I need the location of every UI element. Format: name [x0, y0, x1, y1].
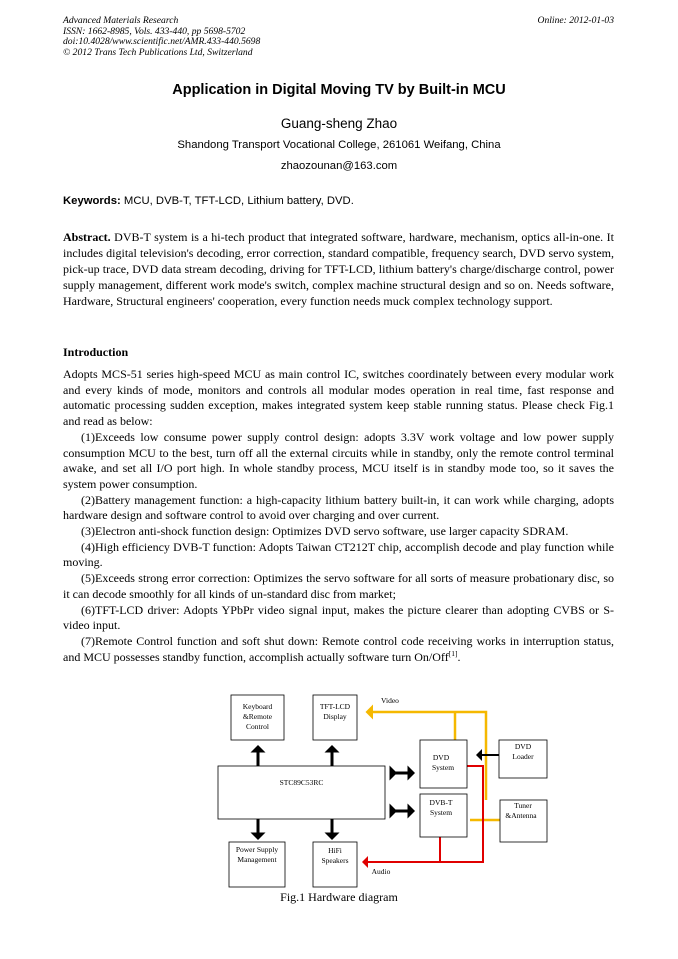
- introduction-body: [63, 367, 614, 665]
- video-label: Video: [381, 696, 399, 705]
- issn-line: ISSN: 1662-8985, Vols. 433-440, pp 5698-5702: [63, 25, 246, 37]
- dvd-loader-label-1: DVD: [514, 742, 532, 751]
- power-label-2: Management: [237, 855, 277, 864]
- abstract-label: Abstract.: [63, 230, 111, 244]
- tuner-label-2: &Antenna: [505, 811, 537, 820]
- mcu-label: STC89C53RC: [279, 778, 324, 787]
- tft-label-1: TFT-LCD: [319, 702, 351, 711]
- keyboard-label-1: Keyboard: [242, 702, 273, 711]
- tft-label-2: Display: [323, 712, 347, 721]
- dvd-loader-label-2: Loader: [512, 752, 534, 761]
- feature-paragraph-4: (4)High efficiency DVB-T function: Adopts Taiwan CT212T chip, accomplish decode and play function while moving.: [63, 539, 614, 570]
- mcu-block: [218, 766, 385, 819]
- keywords-text: MCU, DVB-T, TFT-LCD, Lithium battery, DVD.: [123, 195, 354, 207]
- figure-caption: Fig.1 Hardware diagram: [280, 890, 398, 904]
- journal-header: [63, 16, 614, 58]
- feature-paragraph-7-text: (7)Remote Control function and soft shut down: Remote control code receiving works in interruption status, and MCU possesses standby function, accomplish actually software turn On/Off: [63, 633, 614, 664]
- keywords-label: Keywords:: [63, 195, 121, 207]
- audio-label: Audio: [371, 867, 391, 876]
- abstract-text: DVB-T system is a hi-tech product that integrated software, hardware, mechanism, optics all-in-one. It includes digital television's decoding, error correction, standard compatible, frequency search, DVD servo system, pick-up trace, DVD data stream decoding, driving for TFT-LCD, lithium battery's charge/discharge control, power supply management, different work mode's switch, complex machine structural design and so on. Needs software, Hardware, Structural engineers' cooperation, every function needs muck complex technology support.: [63, 230, 615, 309]
- hifi-label-1: HiFi: [328, 846, 342, 855]
- feature-paragraph-7: [63, 634, 614, 665]
- citation-ref[interactable]: [1]: [448, 648, 458, 658]
- dvd-system-label-2: System: [431, 763, 455, 772]
- feature-paragraph-5: (5)Exceeds strong error correction: Optimizes the servo software for all sorts of measure probationary disc, so it can decode smoothly for all kinds of un-standard disc from market;: [63, 571, 614, 601]
- author-name: Guang-sheng Zhao: [280, 116, 398, 131]
- hifi-label-2: Speakers: [321, 856, 349, 865]
- paper-title: Application in Digital Moving TV by Built-in MCU: [172, 82, 506, 98]
- journal-name: Advanced Materials Research: [63, 15, 179, 26]
- feature-paragraph-7-end: .: [457, 649, 461, 664]
- online-date: Online: 2012-01-03: [537, 15, 614, 26]
- keyboard-label-2: &Remote: [242, 712, 273, 721]
- dvbt-label-1: DVB-T: [429, 798, 453, 807]
- copyright-line: © 2012 Trans Tech Publications Ltd, Switzerland: [63, 46, 253, 58]
- keyboard-label-3: Control: [246, 722, 269, 731]
- abstract: [63, 229, 614, 309]
- dvbt-label-2: System: [429, 808, 453, 817]
- author-email[interactable]: zhaozounan@163.com: [280, 160, 398, 172]
- hardware-diagram: [0, 690, 678, 890]
- feature-paragraph-1: (1)Exceeds low consume power supply control design: adopts 3.3V work voltage and low power supply consumption MCU to the best, turn off all the external circuits while in standby, only the remote control terminal awake, and set all I/O port high. In whole standby process, MCU itself is in standby mode too, so it saves the system power consumption.: [63, 429, 614, 491]
- feature-paragraph-3: (3)Electron anti-shock function design: Optimizes DVD servo software, use larger capacity SDRAM.: [81, 524, 569, 539]
- feature-paragraph-6: (6)TFT-LCD driver: Adopts YPbPr video signal input, makes the picture clearer than adopting CVBS or S-video input.: [63, 602, 614, 633]
- tuner-label-1: Tuner: [514, 801, 532, 810]
- section-heading-introduction: Introduction: [63, 345, 129, 359]
- intro-paragraph: Adopts MCS-51 series high-speed MCU as main control IC, switches coordinately between every modular work and every kinds of mode, monitors and controls all modular modes operation in real time, fast response and automatic processing sudden exception, makes integrated system keep stable running status. Please check Fig.1 and read as below:: [63, 367, 614, 429]
- feature-paragraph-2: (2)Battery management function: a high-capacity lithium battery built-in, it can work while charging, adopts hardware design and software control to avoid over charging and over current.: [63, 492, 614, 523]
- power-label-1: Power Supply: [235, 845, 279, 854]
- dvd-system-label-1: DVD: [432, 753, 450, 762]
- affiliation: Shandong Transport Vocational College, 261061 Weifang, China: [177, 139, 501, 151]
- keywords: [63, 195, 354, 207]
- doi-line: doi:10.4028/www.scientific.net/AMR.433-440.5698: [63, 36, 261, 47]
